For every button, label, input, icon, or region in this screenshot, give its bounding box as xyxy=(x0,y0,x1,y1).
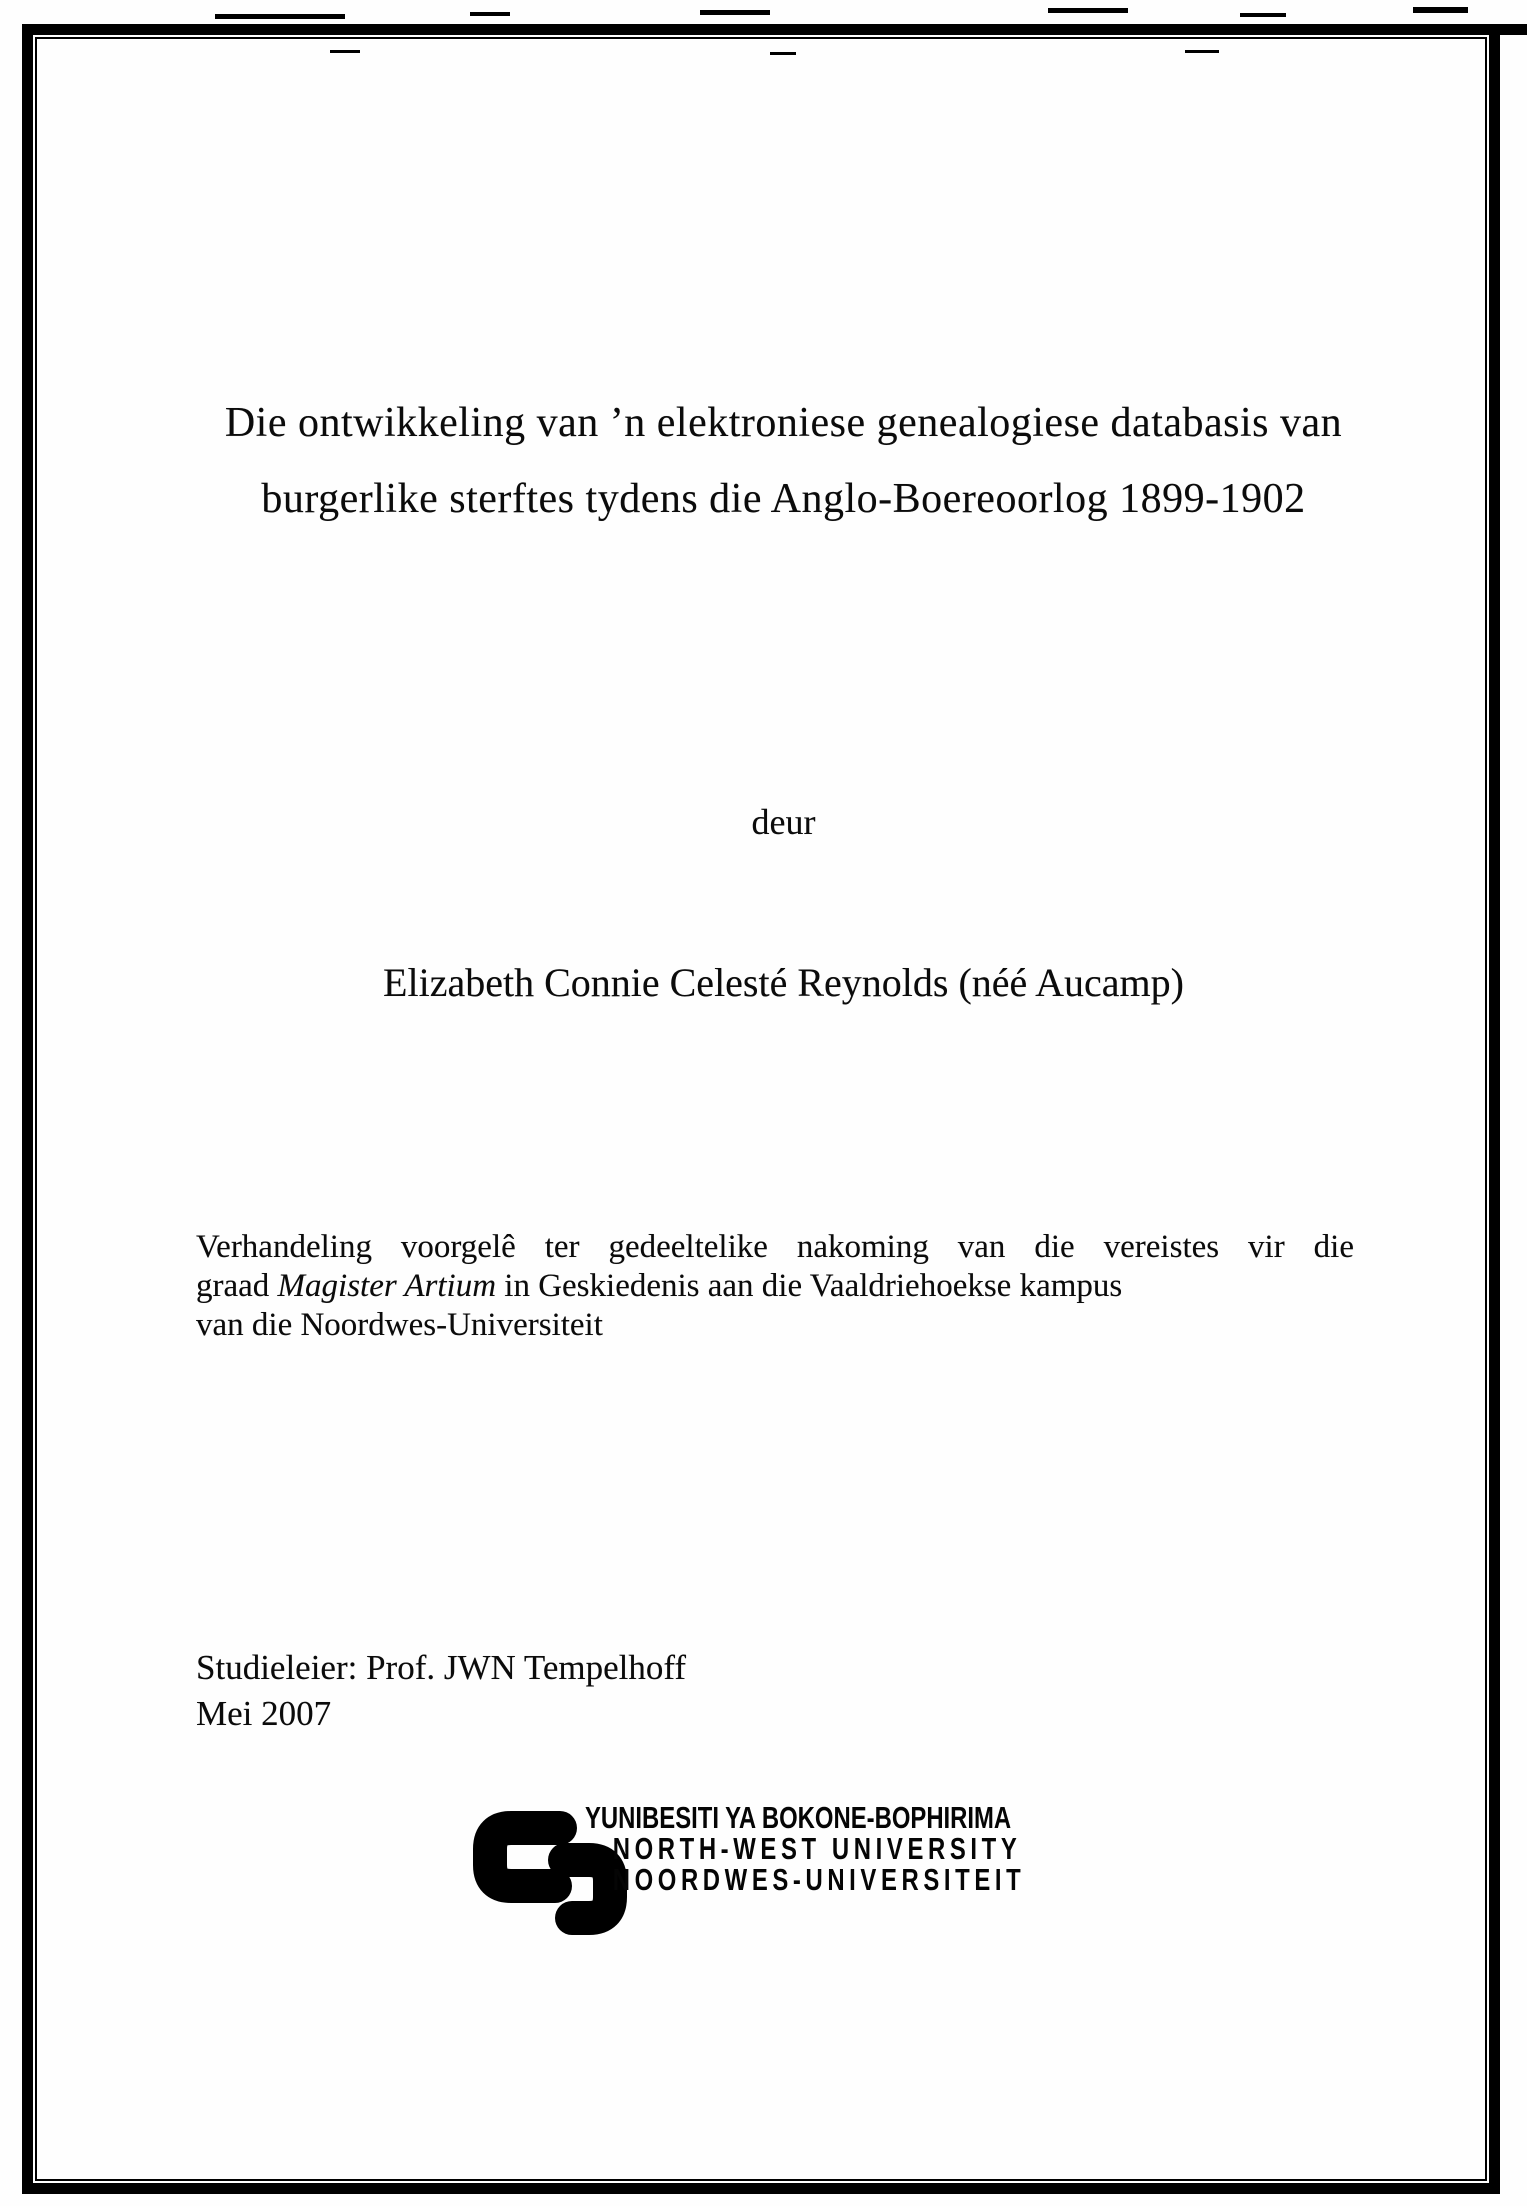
thesis-title xyxy=(100,385,1467,537)
scan-artifact xyxy=(1498,24,1527,35)
statement-line2-prefix: graad xyxy=(196,1268,278,1304)
author-name: Elizabeth Connie Celesté Reynolds (néé Aucamp) xyxy=(383,960,1184,1005)
logo-line-english: NORTH-WEST UNIVERSITY xyxy=(612,1831,1022,1866)
scan-artifact xyxy=(1413,7,1468,13)
thesis-title-line2: burgerlike sterftes tydens die Anglo-Boereoorlog 1899-1902 xyxy=(261,476,1306,522)
scan-artifact xyxy=(700,10,770,15)
scan-artifact xyxy=(215,14,345,19)
byline-deur: deur xyxy=(751,802,816,842)
scan-artifact xyxy=(1048,8,1128,13)
statement-line3: van die Noordwes-Universiteit xyxy=(196,1307,603,1343)
scan-artifact xyxy=(470,12,510,16)
logo-line-afrikaans: NOORDWES-UNIVERSITEIT xyxy=(612,1862,1026,1897)
date-line: Mei 2007 xyxy=(196,1694,332,1733)
statement-line1: Verhandeling voorgelê ter gedeeltelike nakoming van die vereistes vir die xyxy=(196,1229,1354,1265)
scan-artifact xyxy=(1240,13,1286,17)
statement-degree-name: Magister Artium xyxy=(277,1268,497,1304)
supervisor-line: Studieleier: Prof. JWN Tempelhoff xyxy=(196,1648,687,1687)
thesis-statement xyxy=(196,1228,1354,1345)
statement-line2-suffix: in Geskiedenis aan die Vaaldriehoekse kampus xyxy=(496,1268,1123,1304)
statement-line2 xyxy=(196,1267,1354,1306)
logo-line-setswana: YUNIBESITI YA BOKONE-BOPHIRIMA xyxy=(585,1800,1012,1835)
thesis-title-line1: Die ontwikkeling van ’n elektroniese genealogiese databasis van xyxy=(224,400,1343,446)
supervisor-block xyxy=(196,1645,686,1737)
university-logo-text xyxy=(585,1802,1025,1895)
